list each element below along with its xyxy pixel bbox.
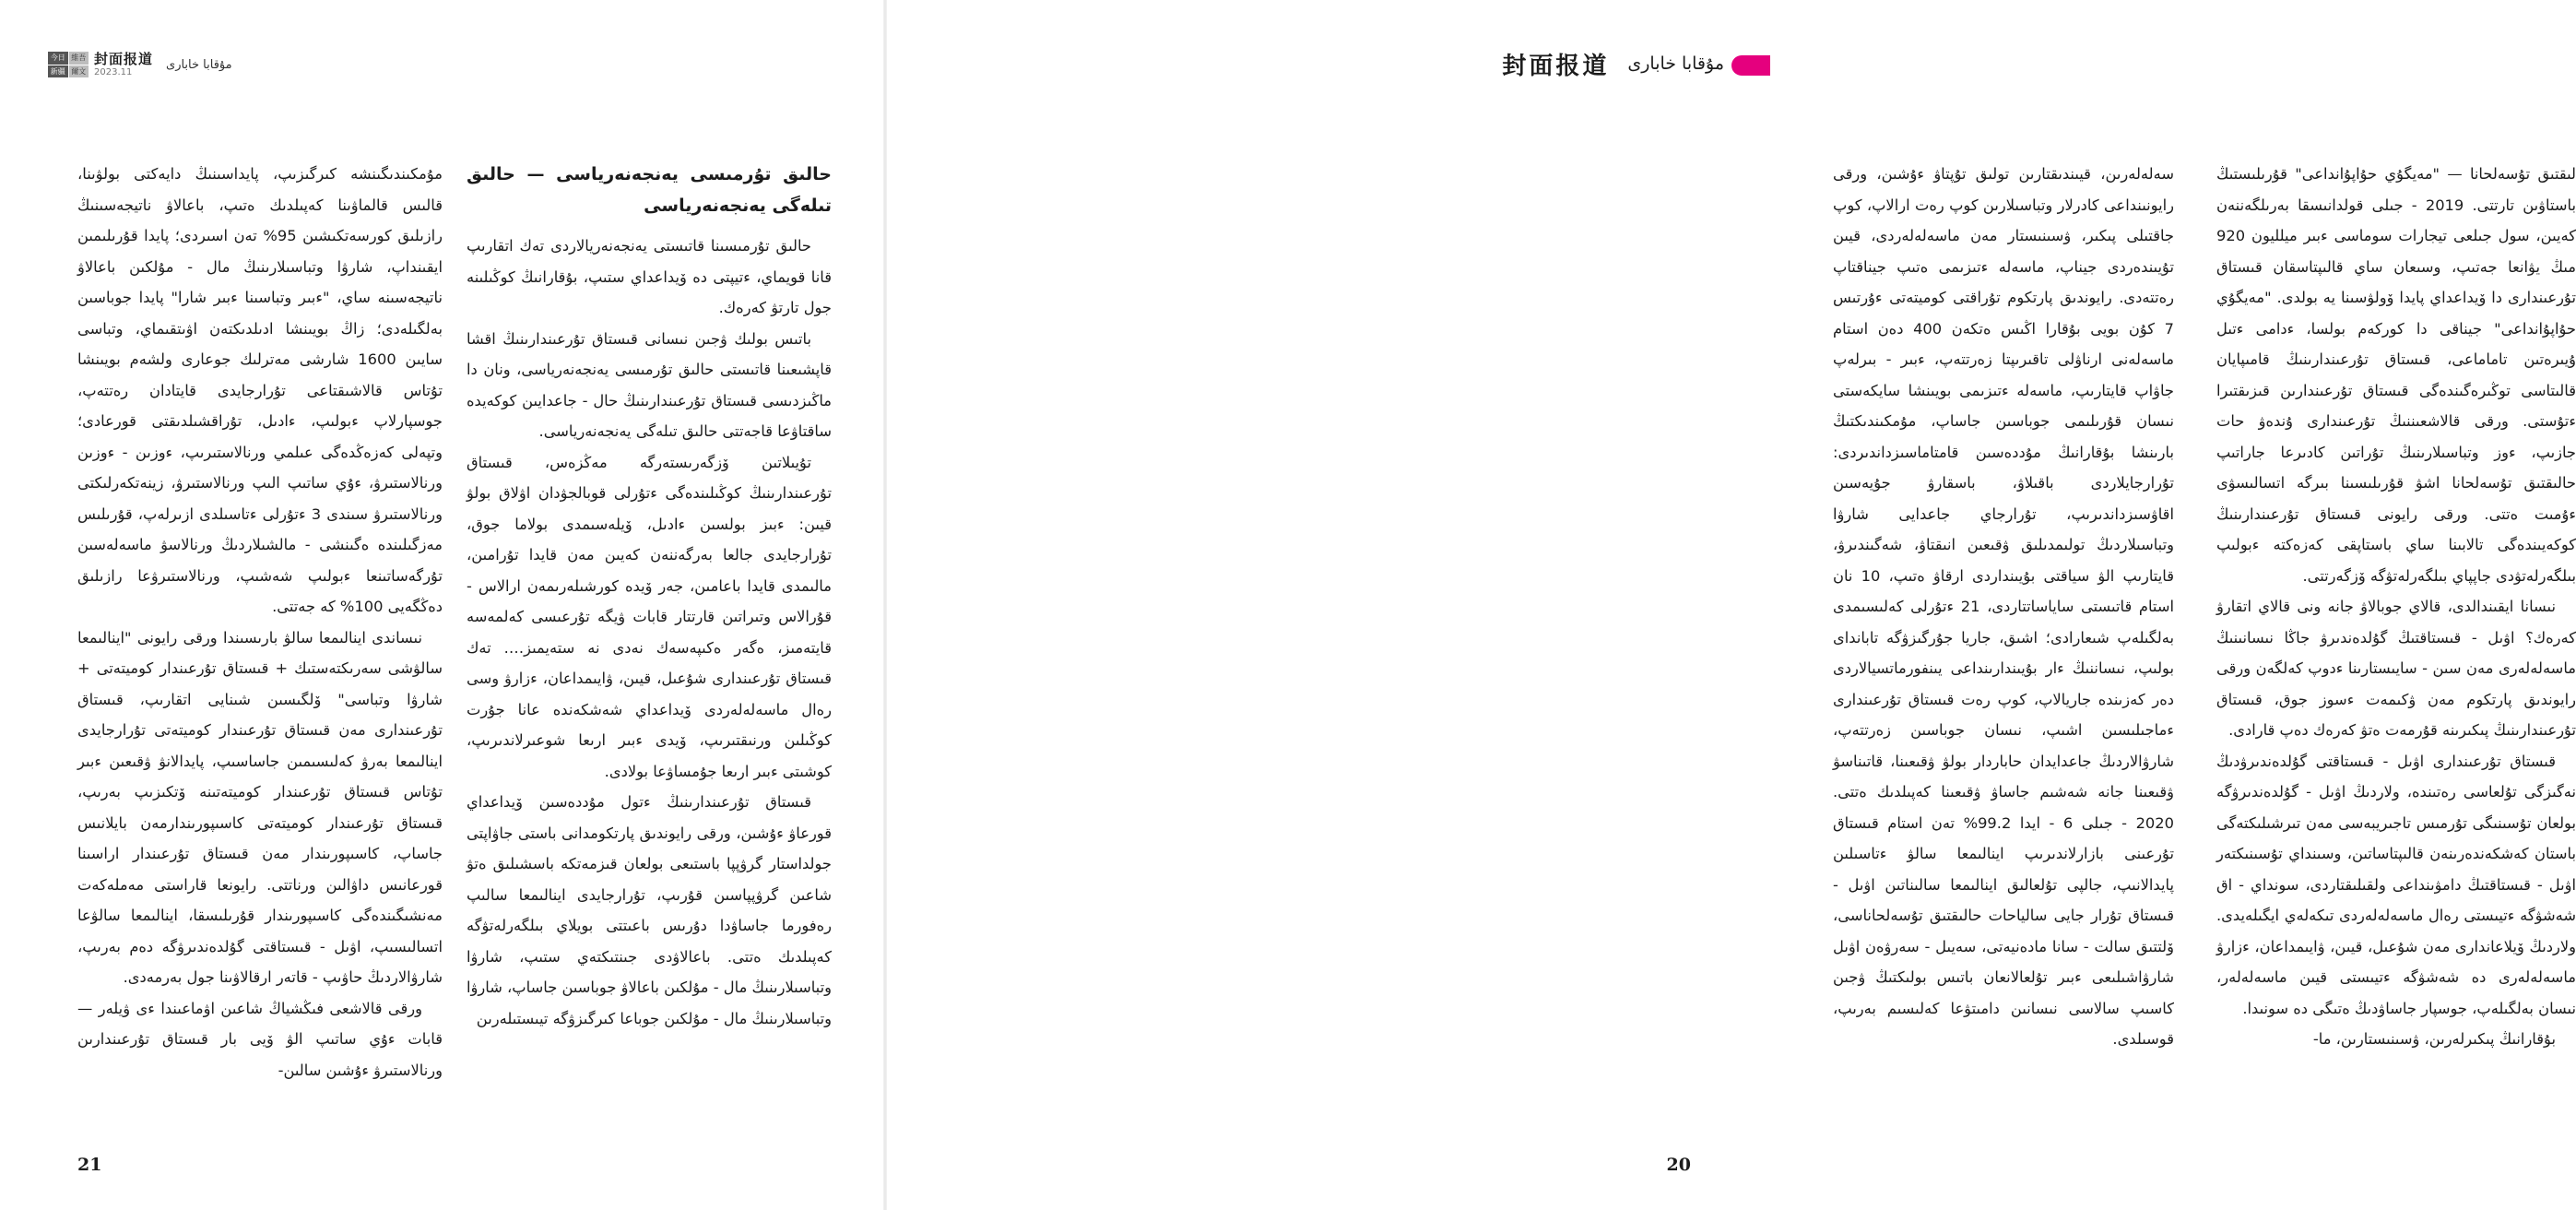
magazine-logo	[48, 52, 89, 77]
article-subheading: حالىق تۇرمىسى يەنجەنەرياسى — حالىق تىلەگى يەنجەنەرياسى	[467, 164, 832, 216]
logo-char: 新疆	[48, 65, 68, 78]
article-paragraph: مۇمكىندىگىنشە كىرگىزىپ، پايداسىنىڭ دايەكتى بولۋىنا، قالىس قالماۋىنا كەپىلدىك ەتىپ، باعالاۋ ناتيجەسىنىڭ رازىلىق كورسەتكىشىن 95% تەن اسىردى؛ پايدا قۇرىلىمىن ايقىنداپ، شارۋا وتباسىلارىنىڭ مال - مۇلكىن باعالاۋ ناتيجەسىنە ساي، "ءبىر وتباسىنا ءبىر شارا" پايدا جوباسىن بەلگىلەدى؛ زاڭ بويىنشا ادىلدىكتەن اۋىتقىماي، وتباسى سايىن 1600 شارشى مەترلىك جوعارى ولشەم بويىنشا تۇتاس قالاشىقتاعى تۇرارجايدى قايتادان رەتتەپ، جوسپارلاپ ءبولىپ، ءادىل، تۇراقشىلدىقتى قورعادى؛ وتپەلى كەزەڭدەگى عىلمي ورنالاستىرىپ، ءوزىن - ءوزىن ورنالاستىرۋ، ءۇي ساتىپ الىپ ورنالاستىرۋ، زينەتكەرلىكتى ورنالاستىرۋ سىندى 3 ءتۇرلى ءتاسىلدى ازىرلەپ، قۇرىلىس مەزگىلىندە ەگىنشى - مالشىلاردىڭ ورنالاسۋ ماسەلەسىن تۇرگەساتىنعا ءبولىپ شەشىپ، ورنالاستىرۋعا رازىلىق دەڭگەيى 100% كە جەتتى.	[77, 165, 443, 615]
issue-date: 2023.11	[94, 66, 133, 77]
brand-block	[94, 50, 154, 77]
section-name: مۇقابا خابارى	[166, 57, 232, 72]
article-paragraph: لىقتىق تۇسەلحانا — "مەيگۇي حۇاپۇانداعى" قۇرىلىستىڭ باستاۋىن تارتتى. 2019 - جىلى قولدانىسقا بەرىلگەننەن كەيىن، سول جىلعى تيجارات سوماسى ءبىر ميلليون 920 مىڭ يۋانعا جەتىپ، وسىعان ساي قالىپتاسقان قىستاق تۇرعىندارى دا ۆيداعداي پايدا ۆولۋسىنا يە بولدى. "مەيگۇي حۇاپۇانداعى" جيناقى دا كوركەم بولسا، ءدامى ءتىل ۇيىرەتىن تاماماعى، قىستاق تۇرعىندارىنىڭ قامىپايان قالىتاسى توڭىرەگىندەگى قىستاق تۇرعىندارىن قىزىقتىرا ءتۇستى. ورقى قالاشعىننىڭ تۇرعىندارى ۇندەۋ حات جازىپ، ءوز وتباسىلارىنىڭ تۇراتىن كادىرعا جاراتىپ حالىقتىق تۇسەلحانا اشۋ قۇرىلىسىنا بىرگە اتسالىسۋى ءۇمىت ەتتى. ورقى رايونى قىستاق تۇرعىندارىنىڭ كوكەيىندەگى تالابىنا ساي باستاپقى كەزەكتە ءبولىپ بىلگەرلەتۋدى جاپپاي بىلگەرلەتۋگە ۆزگەرتتى.	[2216, 165, 2576, 585]
brand-title: 封面报道	[1502, 52, 1610, 80]
logo-char: 維吾	[69, 52, 89, 65]
article-paragraph: قىستاق تۇرعىندارىنىڭ ءتول مۇددەسىن ۆيداعداي قورعاۋ ءۇشىن، ورقى رايوندىق پارتكومدانى باستى جاۋاپتى جولداستار گرۋپپا باستىعى بولعان قىزمەتكە باسشىلىق ەتۋ شاعىن گرۋپپاسىن قۇرىپ، تۇرارجايدى اينالىمعا سالىپ رەفورما جاساۋدا دۇرىس باعىتتى بويلاي بىلگەرلەتۋگە كەپىلدىك ەتتى. باعالاۋدى جىنتىكتەي ستىپ، شارۋا وتباسىلارىنىڭ مال - مۇلكىن باعالاۋ جوباسىن جاساپ، شارۋا وتباسىلارىنىڭ مال - مۇلكىن جوباعا كىرگىزۋگە تيىستىلەرىن	[467, 793, 832, 1027]
logo-char: 今日	[48, 52, 68, 65]
article-paragraph: ورقى قالاشعى فىڭشياڭ شاعىن اۋماعىندا ءى ۋيلەر — قابات ءۇي ساتىپ الۋ ۆيى بار قىستاق تۇرعىندارىن ورنالاستىرۋ ءۇشىن سالىن-	[77, 999, 443, 1079]
page-number: 20	[1666, 1155, 1691, 1175]
section-tab-marker	[1731, 55, 1770, 76]
article-paragraph: نىسانا ايقىندالدى، قالاي جوبالاۋ جانە ونى قالاي اتقارۋ كەرەك؟ اۋىل - قىستاقتىڭ گۇلدەندىرۋ جاڭا نىسانىنىڭ ماسەلەلەرى مەن سىن - سايىستارىنا ءدوپ كەلگەن ورقى رايوندىق پارتكوم مەن ۋكىمەت ءسوز جوق، قىستاق تۇرعىندارىنىڭ پىكىرىنە قۇرمەت ەتۋ كەرەك دەپ قارادى.	[2216, 598, 2576, 739]
article-paragraph: تۇيىلاتىن ۆزگەرىستەرگە مەڭزەس، قىستاق تۇرعىندارىنىڭ كوڭىلىندەگى ءتۇرلى قوبالجۋدان اۋلاق بولۋ قيىن: ءبىز بولسىن ءادىل، ۆيلەسىمدى بولاما جوق، تۇرارجايدى جالعا بەرگەننەن كەيىن مەن قايدا تۇرامىن، مالىمدى قايدا باعامىن، جەر ۆيدە كورشىلەرىمەن ارالاس - قۇرالاس وتىراتىن قارتتار قابات ۋيگە تۇرعىسى كەلمەسە قايتەمىز، ەگەر ەكىپەسەك نەدى نە ستەيمىز…. تەك قىستاق تۇرعىندارى شۇعىل، قيىن، ۋايىمداعان، ءزارۋ وسى رەال ماسەلەلەردى ۆيداعداي شەشكەندە عانا جۇرت كوڭىلىن ورنىقتىرىپ، ۆيدى ءبىر ارىعا شوعىرلاندىرىپ، كوشىتى ءبىر ارىعا جۇمساۋعا بولادى.	[467, 453, 832, 780]
page-number: 21	[77, 1155, 102, 1175]
right-page-header	[1502, 46, 1724, 81]
article-paragraph: نىساندى اينالىمعا سالۋ بارىسىندا ورقى رايونى "اينالىمعا سالۋشى سەرىكتەستىك + قىستاق تۇرعىندار كوميتەتى + شارۋا وتباسى" ۆلگىسىن شىنايى اتقارىپ، قىستاق تۇرعىندارى مەن قىستاق تۇرعىندار كوميتەتى تۇرارجايدى اينالىمعا بەرۋ كەلىسىمىن جاساسىپ، پايدالانۋ ۋقىعىن ءبىر تۇتاس قىستاق تۇرعىندار كوميتەتىنە ۆتكىزىپ بەرىپ، قىستاق تۇرعىندار كوميتەتى كاسىپورىندارمەن بايلانىس جاساپ، كاسىپورىندار مەن قىستاق تۇرعىندار اراسىنا قورعانىس داۋالىن ورناتتى. رايونعا قاراستى مەملەكەت مەنشىگىندەگى كاسىپورىندار قۇرىلىسقا، اينالىمعا سالۋعا اتسالىسىپ، اۋىل - قىستاقتى گۇلدەندىرۋگە دەم بەرىپ، شارۋالاردىڭ حاۋىپ - قاتەر ارقالاۋىنا جول بەرمەدى.	[77, 628, 443, 986]
article-paragraph: باتىس بولىك ۋجىن نىسانى قىستاق تۇرعىندارىنىڭ اقشا قاپشىعىنا قاتىستى حالىق تۇرمىسى يەنجەنەرياسى، ونان دا ماڭىزدىسى قىستاق تۇرعىندارىنىڭ حال - جاعدايىن كوكەيدە ساقتاۋعا قاجەتتى حالىق تىلەگى يەنجەنەرياسى.	[467, 329, 832, 440]
article-paragraph: بۇقارانىڭ پىكىرلەرىن، ۋسىنىستارىن، ما-	[2312, 1030, 2556, 1048]
article-paragraph: قىستاق تۇرعىندارى اۋىل - قىستاقتى گۇلدەندىرۋدىڭ نەگىزگى تۇلعاسى رەتىندە، ولاردىڭ اۋىل - گۇلدەندىرۋگە بولعان تۇسىنىگى تۇرمىس تاجىريبەسى مەن تىرشىلىكتەگى باستان كەشكەندەرىنەن قالىپتاساتىن، وسىنداي تۇسىنىكتەر اۋىل - قىستاقتىڭ دامۋىنداعى ولقىلىقتاردى، سونداي - اق شەشۋگە ءتيىستى رەال ماسەلەلەردى تىكەلەي ايگىلەيدى. ولاردىڭ ۆيلاعاندارى مەن شۇعىل، قيىن، ۋايىمداعان، ءزارۋ ماسەلەلەرى دە شەشۋگە ءتيىستى قيىن ماسەلەلەر، نىسان بەلگىلەپ، جوسپار جاساۋدىڭ ەتىگى دە سونىدا.	[2216, 752, 2576, 1017]
section-name: مۇقابا خابارى	[1627, 53, 1724, 74]
article-column	[1833, 159, 2174, 1055]
article-column	[2216, 159, 2576, 1055]
brand-title: 封面报道	[94, 50, 154, 67]
logo-char: 爾文	[69, 65, 89, 78]
left-page-header	[48, 52, 232, 77]
article-paragraph: حالىق تۇرمىسىنا قاتىستى يەنجەنەريالاردى تەك اتقارىپ قانا قويماي، ءتيپتى دە ۆيداعداي ستىپ، بۇقارانىڭ كوڭىلىنە جول تارتۋ كەرەك.	[467, 237, 832, 316]
article-column	[77, 159, 443, 1085]
left-page	[0, 0, 885, 1210]
right-page	[885, 0, 2576, 1210]
article-column	[467, 159, 832, 1034]
article-paragraph: سەلەلەرىن، قيىندىقتارىن تولىق تۇپتاۋ ءۇشىن، ورقى رايونىنداعى كادرلار وتباسىلارىن كوپ رەت ارالاپ، كوپ جاقتىلى پىكىر، ۋسىنىستار مەن ماسەلەلەردى، قيىن تۇيىندەردى جيناپ، ماسەلە ءتىزىمى ەتىپ جيناقتاپ رەتتەدى. رايوندىق پارتكوم تۇراقتى كوميتەتى ءۇرتىس 7 كۇن بويى بۇقارا اڭىس ەتكەن 400 دەن استام ماسەلەنى ارناۋلى تاقىرىپتا زەرتتەپ، ءبىر - بىرلەپ جاۋاپ قايتارىپ، ماسەلە ءتىزىمى بويىنشا سايكەستى نىسان قۇرىلىمى جوباسىن جاساپ، مۇمكىندىكتىڭ بارىنشا بۇقارانىڭ مۇددەسىن قامتاماسىزداندىردى: تۇرارجايلاردى باقىلاۋ، باسقارۋ جۇيەسىن اقاۋسىزداندىرىپ، تۇرارجاي جاعدايى شارۋا وتباسىلاردىڭ تولىمدىلىق ۋقىعىن انىقتاۋ، شەگىندىرۋ، قايتارىپ الۋ سياقتى بۇيىنداردى ارقاۋ ەتىپ، 10 نان استام قاتىستى ساياساتتاردى، 21 ءتۇرلى كەلىسىمدى بەلگىلەپ شىعارادى؛ اشىق، جاريا جۇرگىزۋگە تابانداى بولىپ، نىساننىڭ ءار بۇيىندارىنداعى يىنفورماتسيالاردى دەر كەزىندە جاريالاپ، كوپ رەت قىستاق تۇرعىندارى ءماجىلىسىن اشىپ، نىسان جوباسىن زەرتتەپ، شارۋالاردىڭ جاعدايدان حاباردار بولۋ ۋقىعىنا، قاتىناسۋ ۋقىعىنا جانە شەشىم جاساۋ ۋقىعىنا كەپىلدىك ەتتى. 2020 - جىلى 6 - ايدا 99.2% تەن استام قىستاق تۇرعىنى بازارلاندىرىپ اينالىمعا سالۋ ءتاسىلىن پايدالانىپ، جالپى تۇلعالىق اينالىمعا سالىناتىن اۋىل - قىستاق تۇرار جايى سالياحات حالىقتىق تۇسەلحاناسى، ۆلتتىق سالت - سانا مادەنيەتى، سەيىل - سەرۋەن اۋىل شارۋاشىلىعى ءبىر تۇلعالانعان باتىس بولىكتىڭ ۋجىن كاسىپ سالاسى نىسانىن دامىتۋعا كەلىسىم بەرىپ، قوسىلدى.	[1833, 165, 2174, 1048]
